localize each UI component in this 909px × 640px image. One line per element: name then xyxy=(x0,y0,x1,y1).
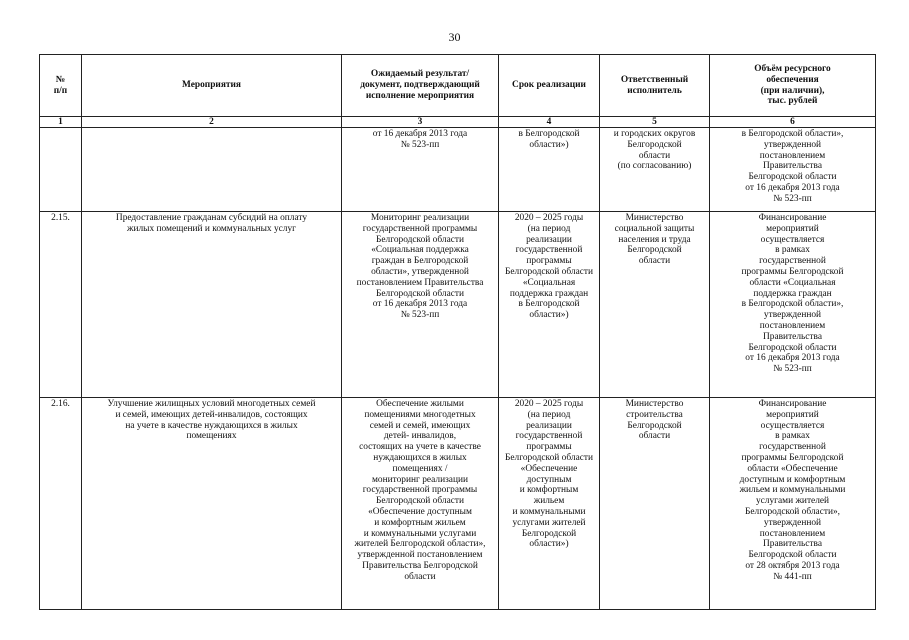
row-number: 2.15. xyxy=(40,212,82,398)
cell-text-line: услугами жителей xyxy=(755,496,830,507)
activity-cell xyxy=(82,128,342,212)
cell-text-line: и комфортным xyxy=(519,485,579,496)
cell-text-line: Белгородской области xyxy=(375,234,465,245)
cell-text-line: исполнение мероприятия xyxy=(365,90,475,101)
cell-text-line: детей- инвалидов, xyxy=(383,431,457,442)
cell-text-line: мониторинг реализации xyxy=(371,474,469,485)
cell-text-line: Белгородской области xyxy=(748,172,837,183)
cell-text-line: реализации xyxy=(526,234,572,245)
cell-text-line: Ожидаемый результат/ xyxy=(370,69,470,80)
cell-text-line: Ответственный xyxy=(620,74,689,85)
cell-text-line: поддержка граждан xyxy=(753,288,832,299)
cell-text-line: Белгородской области xyxy=(504,452,594,463)
cell-text-line: области xyxy=(638,256,671,267)
cell-text-line: Предоставление гражданам субсидий на оплату xyxy=(115,213,308,223)
cell-text-line: области xyxy=(638,431,671,442)
row-number xyxy=(40,128,82,212)
cell-text-line: от 28 октября 2013 года xyxy=(745,560,840,571)
cell-text-line: в Белгородской xyxy=(518,129,580,139)
cell-text-line: Министерство xyxy=(625,213,684,223)
header-cell xyxy=(600,55,710,117)
cell-text-line: № xyxy=(55,74,66,85)
cell-text-line: состоящих на учете в качестве xyxy=(359,442,481,453)
cell-text-line: и коммунальными xyxy=(512,506,586,517)
column-number: 4 xyxy=(499,117,600,128)
row-number: 2.16. xyxy=(40,398,82,610)
result-cell xyxy=(342,398,499,610)
cell-text-line: (при наличии), xyxy=(760,85,825,96)
cell-text-line: области «Обеспечение xyxy=(747,463,838,474)
cell-text-line: программы Белгородской xyxy=(741,452,844,463)
term-cell xyxy=(499,212,600,398)
cell-text-line: помещениями многодетных xyxy=(364,409,476,420)
cell-text-line: области») xyxy=(529,310,569,321)
cell-text-line: от 16 декабря 2013 года xyxy=(372,129,468,139)
activity-cell xyxy=(82,212,342,398)
cell-text-line: Белгородской области xyxy=(504,266,594,277)
cell-text-line: тыс. рублей xyxy=(767,96,818,107)
resources-cell xyxy=(710,398,876,610)
cell-text-line: в рамках xyxy=(775,245,810,256)
cell-text-line: граждан в Белгородской xyxy=(371,256,469,267)
cell-text-line: и городских округов xyxy=(613,129,696,139)
cell-text-line: 2020 – 2025 годы xyxy=(514,399,584,409)
cell-text-line: осуществляется xyxy=(760,234,825,245)
cell-text-line: реализации xyxy=(526,420,572,431)
cell-text-line: помещениях / xyxy=(392,463,448,474)
cell-text-line: осуществляется xyxy=(760,420,825,431)
cell-text-line: Белгородской xyxy=(627,420,682,431)
cell-text-line: в Белгородской xyxy=(518,299,580,310)
cell-text-line: от 16 декабря 2013 года xyxy=(745,182,840,193)
cell-text-line: на учете в качестве нуждающихся в жилых xyxy=(125,420,298,431)
column-number: 1 xyxy=(40,117,82,128)
cell-text-line: (на период xyxy=(527,223,571,234)
cell-text-line: Обеспечение жилыми xyxy=(376,399,464,409)
cell-text-line: (на период xyxy=(527,409,571,420)
cell-text-line: Белгородской xyxy=(521,528,577,539)
cell-text-line: «Социальная xyxy=(522,277,576,288)
cell-text-line: постановлением xyxy=(759,150,826,161)
cell-text-line: № 523-пп xyxy=(773,193,812,204)
table-row xyxy=(40,398,876,610)
cell-text-line: утвержденной xyxy=(763,517,822,528)
cell-text-line: Правительства xyxy=(763,539,822,550)
cell-text-line: Мониторинг реализации xyxy=(370,213,470,223)
cell-text-line: области «Социальная xyxy=(749,277,836,288)
cell-text-line: области», утвержденной xyxy=(371,266,469,277)
cell-text-line: Белгородской xyxy=(627,245,682,256)
cell-text-line: нуждающихся в жилых xyxy=(373,452,467,463)
result-cell xyxy=(342,212,499,398)
cell-text-line: Улучшение жилищных условий многодетных семей xyxy=(107,399,316,409)
cell-text-line: исполнитель xyxy=(627,85,682,96)
cell-text-line: № 441-пп xyxy=(773,571,812,582)
executor-cell xyxy=(600,398,710,610)
cell-text-line: и комфортным жильем xyxy=(374,517,466,528)
cell-text-line: государственной xyxy=(759,442,826,453)
cell-text-line: жильем xyxy=(533,496,565,507)
cell-text-line: в Белгородской области», xyxy=(741,129,844,139)
table-row xyxy=(40,128,876,212)
cell-text-line: Мероприятия xyxy=(182,80,241,91)
result-cell xyxy=(342,128,499,212)
cell-text-line: мероприятий xyxy=(766,409,819,420)
activities-table xyxy=(39,54,876,610)
cell-text-line: поддержка граждан xyxy=(509,288,589,299)
cell-text-line: Белгородской области», xyxy=(744,506,841,517)
cell-text-line: Финансирование xyxy=(758,213,827,223)
cell-text-line: жилых помещений и коммунальных услуг xyxy=(126,223,297,234)
cell-text-line: Белгородской области xyxy=(375,288,465,299)
term-cell xyxy=(499,128,600,212)
cell-text-line: и семей, имеющих детей-инвалидов, состоящих xyxy=(115,409,308,420)
page-number: 30 xyxy=(448,30,461,44)
cell-text-line: государственной xyxy=(759,256,826,267)
activity-cell xyxy=(82,398,342,610)
resources-cell xyxy=(710,128,876,212)
cell-text-line: мероприятий xyxy=(766,223,819,234)
cell-text-line: Объём ресурсного xyxy=(754,63,831,74)
cell-text-line: утвержденной постановлением xyxy=(357,550,483,561)
cell-text-line: и коммунальными услугами xyxy=(363,528,477,539)
table-row xyxy=(40,212,876,398)
cell-text-line: Белгородской области xyxy=(748,550,837,561)
cell-text-line: области xyxy=(404,571,436,582)
header-cell xyxy=(499,55,600,117)
cell-text-line: № 523-пп xyxy=(773,364,812,375)
column-number-row xyxy=(40,117,876,128)
table-header-row xyxy=(40,55,876,117)
cell-text-line: семей и семей, имеющих xyxy=(369,420,471,431)
header-cell xyxy=(82,55,342,117)
column-number: 3 xyxy=(342,117,499,128)
cell-text-line: от 16 декабря 2013 года xyxy=(745,353,840,364)
cell-text-line: доступным и комфортным xyxy=(739,474,846,485)
cell-text-line: «Обеспечение xyxy=(520,463,578,474)
cell-text-line: обеспечения xyxy=(766,74,819,85)
cell-text-line: в Белгородской области», xyxy=(741,299,844,310)
cell-text-line: Белгородской xyxy=(627,139,682,150)
cell-text-line: Правительства xyxy=(763,331,822,342)
cell-text-line: «Обеспечение доступным xyxy=(368,506,472,517)
cell-text-line: социальной защиты xyxy=(614,223,695,234)
cell-text-line: Правительства Белгородской xyxy=(362,560,478,571)
column-number: 5 xyxy=(600,117,710,128)
cell-text-line: помещениях xyxy=(186,431,237,442)
cell-text-line: «Социальная поддержка xyxy=(371,245,469,256)
cell-text-line: программы xyxy=(526,442,572,453)
column-number: 2 xyxy=(82,117,342,128)
cell-text-line: постановлением Правительства xyxy=(356,277,484,288)
cell-text-line: области») xyxy=(529,539,569,550)
cell-text-line: Правительства xyxy=(763,161,822,172)
cell-text-line: № 523-пп xyxy=(400,139,440,150)
column-number: 6 xyxy=(710,117,876,128)
cell-text-line: программы Белгородской xyxy=(741,266,844,277)
cell-text-line: утвержденной xyxy=(763,139,822,150)
header-cell xyxy=(342,55,499,117)
cell-text-line: утвержденной xyxy=(763,310,822,321)
cell-text-line: населения и труда xyxy=(618,234,691,245)
cell-text-line: в рамках xyxy=(775,431,810,442)
cell-text-line: 2020 – 2025 годы xyxy=(514,213,584,223)
cell-text-line: государственной программы xyxy=(362,223,478,234)
cell-text-line: Белгородской области xyxy=(748,342,837,353)
cell-text-line: п/п xyxy=(53,85,68,96)
cell-text-line: области») xyxy=(529,139,569,150)
cell-text-line: (по согласованию) xyxy=(617,161,692,172)
cell-text-line: постановлением xyxy=(759,528,826,539)
cell-text-line: № 523-пп xyxy=(400,310,440,321)
executor-cell xyxy=(600,128,710,212)
term-cell xyxy=(499,398,600,610)
cell-text-line: Финансирование xyxy=(758,399,827,409)
cell-text-line: жильем и коммунальными xyxy=(739,485,846,496)
cell-text-line: Срок реализации xyxy=(512,80,586,91)
executor-cell xyxy=(600,212,710,398)
cell-text-line: программы xyxy=(526,256,572,267)
cell-text-line: области xyxy=(638,150,671,161)
header-cell xyxy=(710,55,876,117)
cell-text-line: доступным xyxy=(526,474,572,485)
cell-text-line: государственной xyxy=(515,431,583,442)
cell-text-line: Белгородской области xyxy=(375,496,465,507)
resources-cell xyxy=(710,212,876,398)
cell-text-line: Министерство xyxy=(625,399,684,409)
cell-text-line: от 16 декабря 2013 года xyxy=(372,299,468,310)
cell-text-line: жителей Белгородской области», xyxy=(354,539,486,550)
cell-text-line: документ, подтверждающий xyxy=(360,80,480,91)
cell-text-line: строительства xyxy=(626,409,683,420)
cell-text-line: государственной программы xyxy=(362,485,478,496)
cell-text-line: государственной xyxy=(515,245,583,256)
cell-text-line: услугами жителей xyxy=(512,517,586,528)
cell-text-line: постановлением xyxy=(759,320,826,331)
header-cell xyxy=(40,55,82,117)
